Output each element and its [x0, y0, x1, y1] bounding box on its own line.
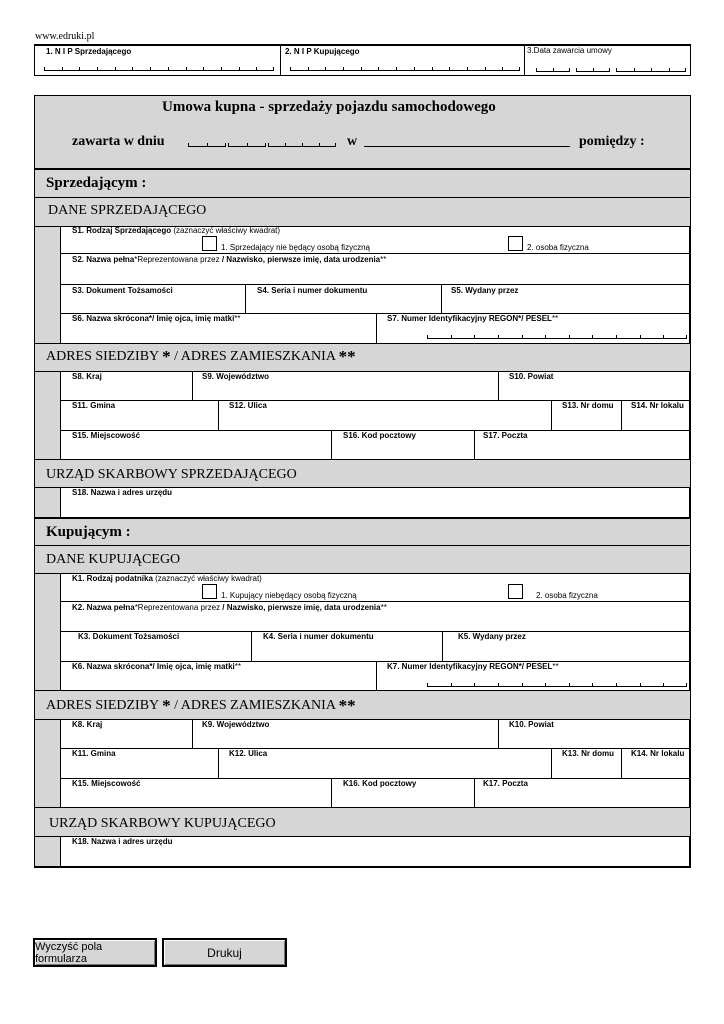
between-label: pomiędzy : [579, 134, 645, 149]
k18-field[interactable] [62, 848, 688, 864]
digit-cell [325, 67, 343, 71]
k18-label: K18. Nazwa i adres urzędu [72, 837, 173, 846]
k11-label: K11. Gmina [72, 749, 116, 758]
digit-cell [592, 335, 616, 339]
digit-cell [536, 68, 553, 72]
digit-cell [168, 67, 186, 71]
digit-cell [616, 683, 640, 687]
seller-left-margin [35, 226, 60, 343]
k14-label: K14. Nr lokalu [631, 749, 685, 758]
digit-cell [634, 68, 652, 72]
digit-cell [569, 335, 593, 339]
s12-label: S12. Ulica [229, 401, 267, 410]
digit-cell [247, 143, 266, 147]
digit-cell [663, 335, 687, 339]
s4-label: S4. Seria i numer dokumentu [257, 286, 368, 295]
digit-cell [545, 335, 569, 339]
digit-cell [569, 683, 593, 687]
s14-label: S14. Nr lokalu [631, 401, 684, 410]
digit-cell [268, 143, 285, 147]
nip-seller-label: 1. N I P Sprzedającego [46, 47, 132, 56]
k4-label: K4. Seria i numer dokumentu [263, 632, 374, 641]
s2-field[interactable] [62, 266, 688, 283]
digit-cell [62, 67, 80, 71]
k17-label: K17. Poczta [483, 779, 528, 788]
s5-label: S5. Wydany przez [451, 286, 519, 295]
nip-buyer-label: 2. N I P Kupującego [285, 47, 360, 56]
k1-checkbox-person[interactable] [508, 584, 523, 599]
digit-cell [414, 67, 432, 71]
digit-cell [150, 67, 168, 71]
k3-label: K3. Dokument Tożsamości [78, 632, 180, 641]
digit-cell [396, 67, 414, 71]
s17-label: S17. Poczta [483, 431, 528, 440]
k2-label: K2. Nazwa pełna*Reprezentowana przez / Nazwisko, pierwsze imię, data urodzenia** [72, 603, 387, 612]
k9-label: K9. Województwo [202, 720, 270, 729]
s13-label: S13. Nr domu [562, 401, 614, 410]
digit-cell [188, 143, 207, 147]
contract-date-label: 3.Data zawarcia umowy [527, 46, 612, 55]
digit-cell [592, 683, 616, 687]
k1-checkbox-legal[interactable] [202, 584, 217, 599]
digit-cell [302, 143, 319, 147]
s11-label: S11. Gmina [72, 401, 116, 410]
s15-label: S15. Miejscowość [72, 431, 141, 440]
digit-cell [378, 67, 396, 71]
digit-cell [239, 67, 257, 71]
k8-label: K8. Kraj [72, 720, 103, 729]
s16-label: S16. Kod pocztowy [343, 431, 416, 440]
buyer-heading: Kupującym : [46, 524, 131, 540]
seller-tax-margin [35, 487, 60, 517]
buyer-heading-bar [35, 519, 690, 545]
digit-cell [663, 683, 687, 687]
seller-data-title: DANE SPRZEDAJĄCEGO [48, 203, 207, 218]
digit-cell [669, 68, 687, 72]
conclusion-place-field[interactable] [364, 146, 570, 147]
digit-cell [640, 683, 664, 687]
digit-cell [256, 67, 274, 71]
digit-cell [449, 67, 467, 71]
seller-address-title: ADRES SIEDZIBY * / ADRES ZAMIESZKANIA ** [46, 347, 356, 366]
s6-label: S6. Nazwa skrócona*/ Imię ojca, imię matki** [72, 314, 241, 323]
s1-label: S1. Rodzaj Sprzedającego (zaznaczyć właściwy kwadrat) [72, 226, 281, 235]
digit-cell [228, 143, 247, 147]
k1-option1-label: 1. Kupujący niebędący osobą fizyczną [221, 591, 357, 600]
seller-tax-title: URZĄD SKARBOWY SPRZEDAJĄCEGO [46, 467, 297, 482]
buyer-data-title: DANE KUPUJĄCEGO [46, 552, 181, 567]
k7-label: K7. Numer Identyfikacyjny REGON*/ PESEL** [387, 662, 559, 671]
seller-heading: Sprzedającym : [46, 175, 147, 191]
print-button[interactable]: Drukuj [162, 938, 287, 967]
digit-cell [203, 67, 221, 71]
buyer-address-title: ADRES SIEDZIBY * / ADRES ZAMIESZKANIA ** [46, 696, 356, 715]
digit-cell [343, 67, 361, 71]
digit-cell [290, 67, 308, 71]
digit-cell [427, 683, 451, 687]
digit-cell [221, 67, 239, 71]
digit-cell [186, 67, 204, 71]
seller-address-margin [35, 371, 60, 459]
digit-cell [474, 335, 498, 339]
concluded-label: zawarta w dniu [72, 134, 165, 149]
k5-label: K5. Wydany przez [458, 632, 526, 641]
digit-cell [79, 67, 97, 71]
s1-checkbox-person[interactable] [508, 236, 523, 251]
s18-field[interactable] [62, 499, 688, 515]
digit-cell [97, 67, 115, 71]
k13-label: K13. Nr domu [562, 749, 615, 758]
s8-label: S8. Kraj [72, 372, 102, 381]
digit-cell [474, 683, 498, 687]
digit-cell [640, 335, 664, 339]
s1-checkbox-legal[interactable] [202, 236, 217, 251]
digit-cell [502, 67, 520, 71]
k6-label: K6. Nazwa skrócona*/ Imię ojca, imię matki** [72, 662, 241, 671]
clear-form-button[interactable]: Wyczyść pola formularza [33, 938, 157, 967]
digit-cell [467, 67, 485, 71]
digit-cell [361, 67, 379, 71]
contract-title: Umowa kupna - sprzedaży pojazdu samochodowego [162, 99, 496, 115]
digit-cell [451, 335, 475, 339]
s1-option1-label: 1. Sprzedający nie będący osobą fizyczną [221, 243, 370, 252]
k1-option2-label: 2. osoba fizyczna [536, 591, 598, 600]
s3-label: S3. Dokument Tożsamości [72, 286, 173, 295]
digit-cell [319, 143, 336, 147]
digit-cell [485, 67, 503, 71]
k15-label: K15. Miejscowość [72, 779, 141, 788]
buyer-tax-title: URZĄD SKARBOWY KUPUJĄCEGO [49, 816, 276, 831]
buyer-tax-margin [35, 836, 60, 866]
digit-cell [115, 67, 133, 71]
digit-cell [432, 67, 450, 71]
buyer-left-margin [35, 573, 60, 690]
digit-cell [451, 683, 475, 687]
digit-cell [576, 68, 593, 72]
k12-label: K12. Ulica [229, 749, 268, 758]
s7-label: S7. Numer Identyfikacyjny REGON*/ PESEL** [387, 314, 559, 323]
digit-cell [308, 67, 326, 71]
digit-cell [593, 68, 610, 72]
k2-field[interactable] [62, 614, 688, 630]
site-url: www.edruki.pl [35, 31, 95, 42]
buyer-address-margin [35, 719, 60, 807]
digit-cell [616, 68, 634, 72]
k1-label: K1. Rodzaj podatnika (zaznaczyć właściwy kwadrat) [72, 574, 262, 583]
digit-cell [132, 67, 150, 71]
digit-cell [498, 335, 522, 339]
s2-label: S2. Nazwa pełna*Reprezentowana przez / Nazwisko, pierwsze imię, data urodzenia** [72, 255, 387, 264]
s1-option2-label: 2. osoba fizyczna [527, 243, 589, 252]
digit-cell [522, 683, 546, 687]
k16-label: K16. Kod pocztowy [343, 779, 417, 788]
k10-label: K10. Powiat [509, 720, 554, 729]
digit-cell [498, 683, 522, 687]
digit-cell [522, 335, 546, 339]
digit-cell [616, 335, 640, 339]
s9-label: S9. Województwo [202, 372, 269, 381]
in-label: w [347, 134, 358, 149]
digit-cell [545, 683, 569, 687]
digit-cell [427, 335, 451, 339]
digit-cell [285, 143, 302, 147]
digit-cell [44, 67, 62, 71]
s10-label: S10. Powiat [509, 372, 554, 381]
s18-label: S18. Nazwa i adres urzędu [72, 488, 173, 497]
digit-cell [651, 68, 669, 72]
digit-cell [207, 143, 226, 147]
digit-cell [553, 68, 570, 72]
